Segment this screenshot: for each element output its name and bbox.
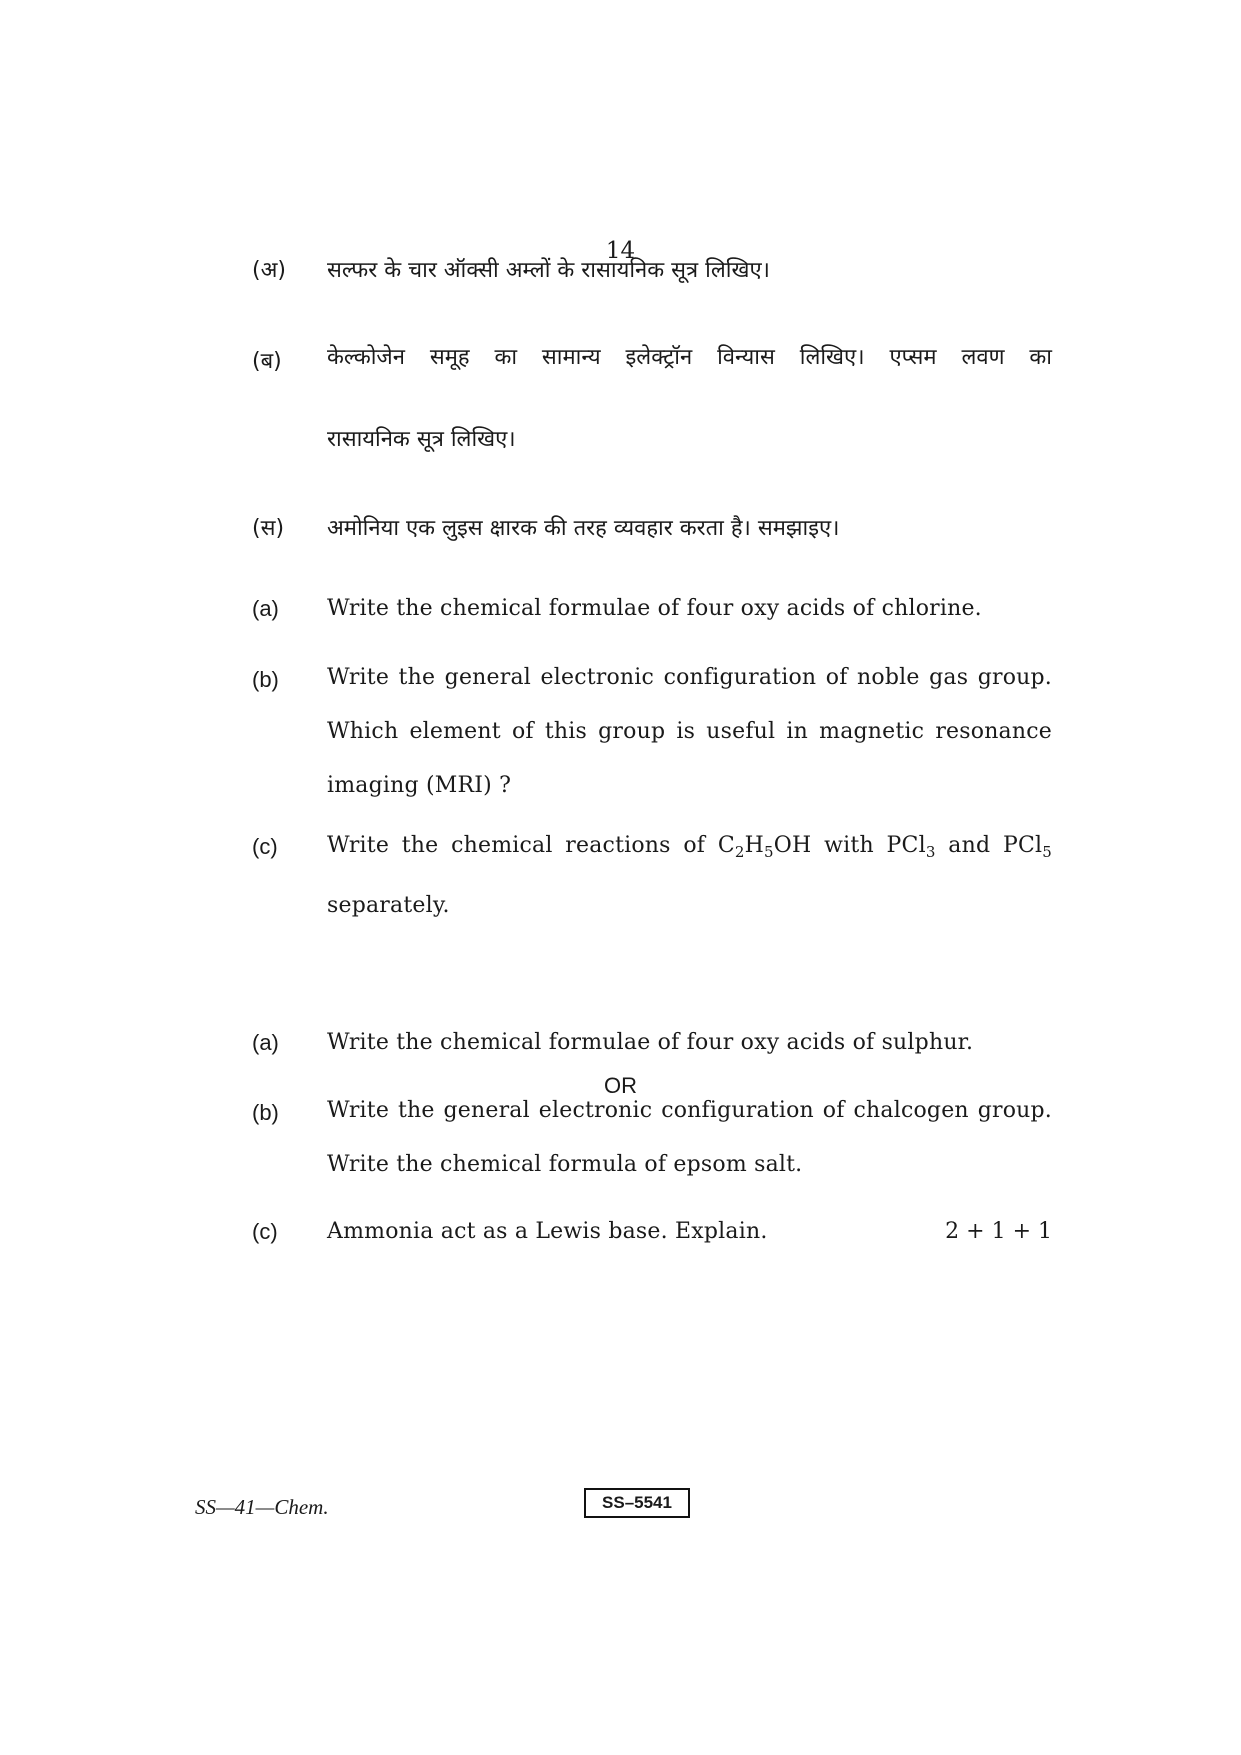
hindi-question-c bbox=[252, 512, 1052, 542]
subscript: 5 bbox=[764, 843, 774, 861]
question-label: (स) bbox=[252, 516, 285, 541]
english-question-a bbox=[252, 596, 1052, 621]
question-label: (a) bbox=[252, 596, 279, 621]
formula-text: and PCl bbox=[935, 833, 1043, 858]
question-line bbox=[327, 816, 1052, 876]
english-question-b bbox=[252, 667, 1052, 813]
formula-text: OH with PCl bbox=[773, 833, 926, 858]
question-text: Write the chemical formulae of four oxy acids of chlorine. bbox=[327, 596, 982, 621]
hindi-question-a bbox=[252, 254, 1052, 284]
question-line: imaging (MRI) ? bbox=[327, 773, 512, 798]
formula-text: Write the chemical reactions of C bbox=[327, 833, 735, 858]
question-text: अमोनिया एक लुइस क्षारक की तरह व्यवहार करता है। समझाइए। bbox=[327, 516, 840, 541]
question-text bbox=[327, 1084, 1052, 1192]
question-label: (c) bbox=[252, 834, 278, 859]
question-line: Write the general electronic configuration of chalcogen group. bbox=[327, 1098, 1052, 1123]
question-line: Write the chemical formula of epsom salt. bbox=[327, 1152, 803, 1177]
question-label: (b) bbox=[252, 667, 279, 692]
question-text: Ammonia act as a Lewis base. Explain. bbox=[327, 1219, 768, 1244]
subscript: 5 bbox=[1042, 843, 1052, 861]
hindi-question-b bbox=[252, 345, 1052, 481]
page-number: 14 bbox=[605, 238, 636, 264]
question-text: सल्फर के चार ऑक्सी अम्लों के रासायनिक सूत्र लिखिए। bbox=[327, 258, 770, 283]
question-line: केल्कोजेन समूह का सामान्य इलेक्ट्रॉन विन्यास लिखिए। एप्सम लवण का bbox=[327, 345, 1052, 370]
subscript: 3 bbox=[925, 843, 936, 861]
subscript: 2 bbox=[734, 843, 745, 861]
or-question-b bbox=[252, 1100, 1052, 1192]
question-line: separately. bbox=[327, 893, 450, 918]
or-divider: OR bbox=[604, 1073, 637, 1098]
footer-paper-id: SS—41—Chem. bbox=[195, 1495, 329, 1519]
question-text bbox=[327, 317, 1052, 481]
or-question-c bbox=[252, 1219, 1052, 1244]
footer-code-box: SS–5541 bbox=[584, 1488, 690, 1518]
question-label: (a) bbox=[252, 1030, 279, 1055]
english-question-c bbox=[252, 834, 1052, 936]
question-label: (ब) bbox=[252, 349, 282, 374]
question-label: (अ) bbox=[252, 258, 286, 283]
question-label: (c) bbox=[252, 1219, 278, 1244]
question-line: Write the general electronic configuration of noble gas group. bbox=[327, 665, 1052, 690]
question-label: (b) bbox=[252, 1100, 279, 1125]
formula-text: H bbox=[744, 833, 765, 858]
or-question-a bbox=[252, 1030, 1052, 1055]
question-text: Write the chemical formulae of four oxy acids of sulphur. bbox=[327, 1030, 974, 1055]
question-text bbox=[327, 816, 1052, 936]
question-line: Which element of this group is useful in magnetic resonance bbox=[327, 719, 1052, 744]
question-text bbox=[327, 651, 1052, 813]
question-line: रासायनिक सूत्र लिखिए। bbox=[327, 427, 516, 452]
marks-allocation: 2 + 1 + 1 bbox=[945, 1219, 1052, 1244]
